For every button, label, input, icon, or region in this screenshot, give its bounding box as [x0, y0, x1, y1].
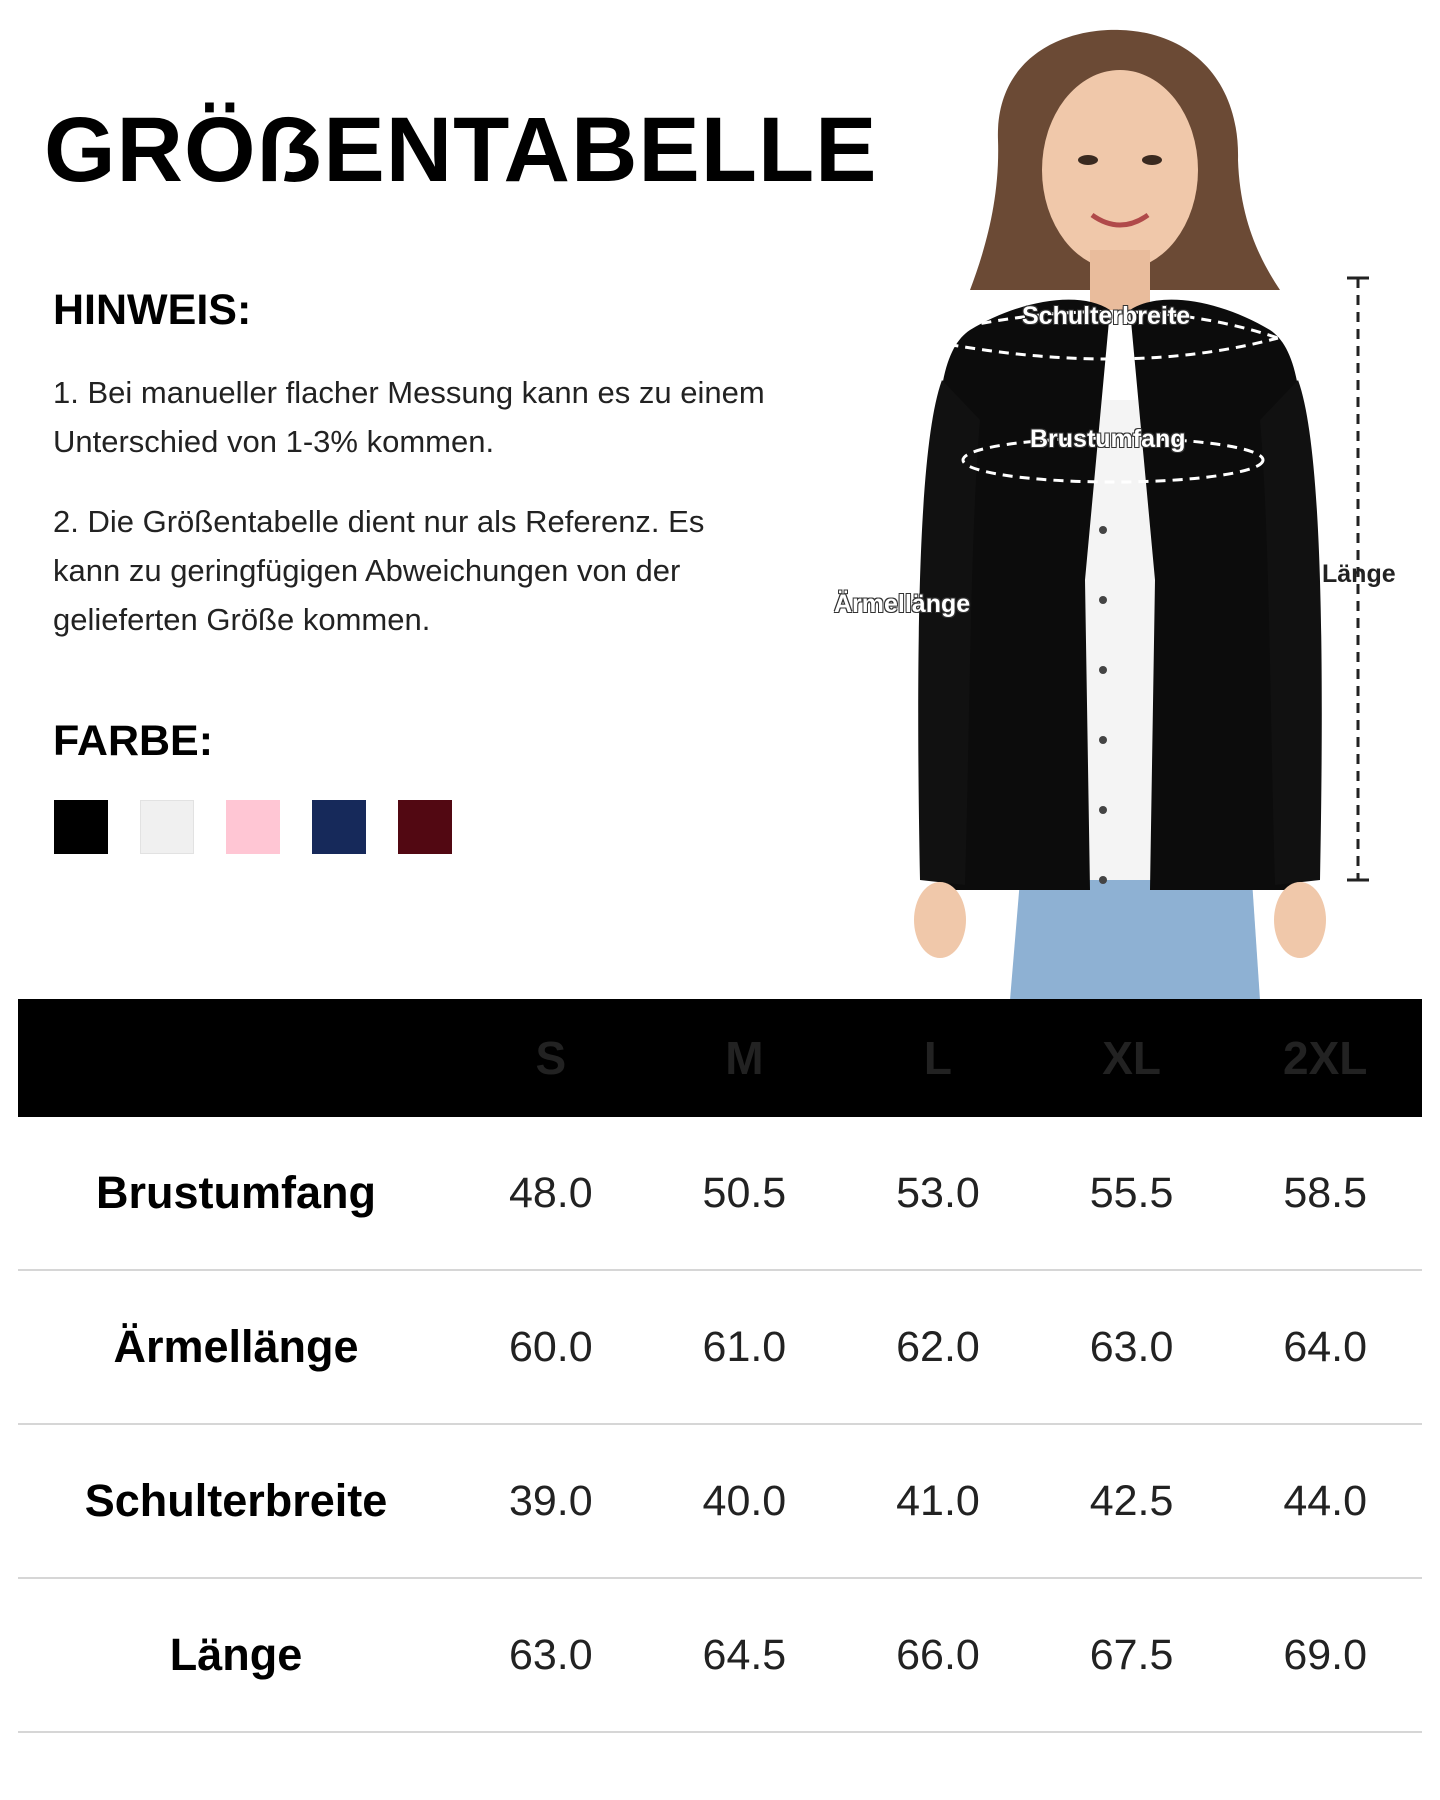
note-2: 2. Die Größentabelle dient nur als Referenz. Es kann zu geringfügigen Abweichungen von der gelieferten Größe kommen. [53, 504, 705, 637]
color-swatch-burgundy[interactable] [398, 800, 452, 854]
table-cell: 61.0 [702, 1322, 787, 1371]
page-title: GRÖẞENTABELLE [44, 99, 878, 201]
header-size: S [535, 1032, 567, 1084]
table-cell: 67.5 [1089, 1630, 1174, 1679]
figure-label-sleeve: Ärmellänge [834, 590, 971, 618]
row-label: Brustumfang [96, 1167, 376, 1218]
figure-label-chest: Brustumfang [1030, 425, 1186, 453]
figure-label-shoulder: Schulterbreite [1022, 302, 1191, 330]
table-cell: 39.0 [508, 1476, 593, 1525]
color-swatch-navy[interactable] [312, 800, 366, 854]
size-table [18, 999, 1422, 1733]
table-cell: 63.0 [1089, 1322, 1174, 1371]
table-cell: 41.0 [896, 1476, 980, 1525]
model-illustration [820, 20, 1420, 1000]
table-cell: 42.5 [1089, 1476, 1174, 1525]
table-cell: 40.0 [702, 1476, 787, 1525]
row-label: Länge [169, 1629, 303, 1680]
table-cell: 64.0 [1283, 1322, 1368, 1371]
row-label: Schulterbreite [84, 1475, 388, 1526]
note-1: 1. Bei manueller flacher Messung kann es zu einem Unterschied von 1-3% kommen. [53, 375, 765, 459]
table-row-shoulder [18, 1425, 1422, 1579]
table-cell: 62.0 [896, 1322, 980, 1371]
row-label: Ärmellänge [113, 1321, 359, 1372]
header-size: L [923, 1032, 953, 1084]
table-cell: 53.0 [896, 1168, 980, 1217]
table-cell: 63.0 [508, 1630, 593, 1679]
table-row-length [18, 1579, 1422, 1733]
header-size: XL [1102, 1032, 1161, 1084]
header-size: 2XL [1282, 1032, 1368, 1084]
colors-heading: FARBE: [53, 717, 214, 765]
size-table-header [18, 999, 1422, 1117]
table-cell: 64.5 [702, 1630, 787, 1679]
model-measurement-figure [820, 20, 1420, 1000]
table-cell: 60.0 [508, 1322, 593, 1371]
table-cell: 58.5 [1283, 1168, 1368, 1217]
color-swatch-black[interactable] [54, 800, 108, 854]
color-swatch-pink[interactable] [226, 800, 280, 854]
color-swatches [54, 800, 452, 854]
table-row-sleeve [18, 1271, 1422, 1425]
table-cell: 44.0 [1283, 1476, 1368, 1525]
figure-label-length: Länge [1322, 560, 1396, 588]
header-size: M [725, 1032, 764, 1084]
color-swatch-white[interactable] [140, 800, 194, 854]
table-cell: 50.5 [702, 1168, 787, 1217]
table-cell: 55.5 [1089, 1168, 1174, 1217]
notes-heading: HINWEIS: [53, 286, 252, 334]
table-row-chest [18, 1117, 1422, 1271]
table-cell: 69.0 [1283, 1630, 1368, 1679]
header-label: DE-Größe (cm) [80, 1033, 392, 1082]
table-cell: 48.0 [508, 1168, 593, 1217]
table-cell: 66.0 [896, 1630, 980, 1679]
